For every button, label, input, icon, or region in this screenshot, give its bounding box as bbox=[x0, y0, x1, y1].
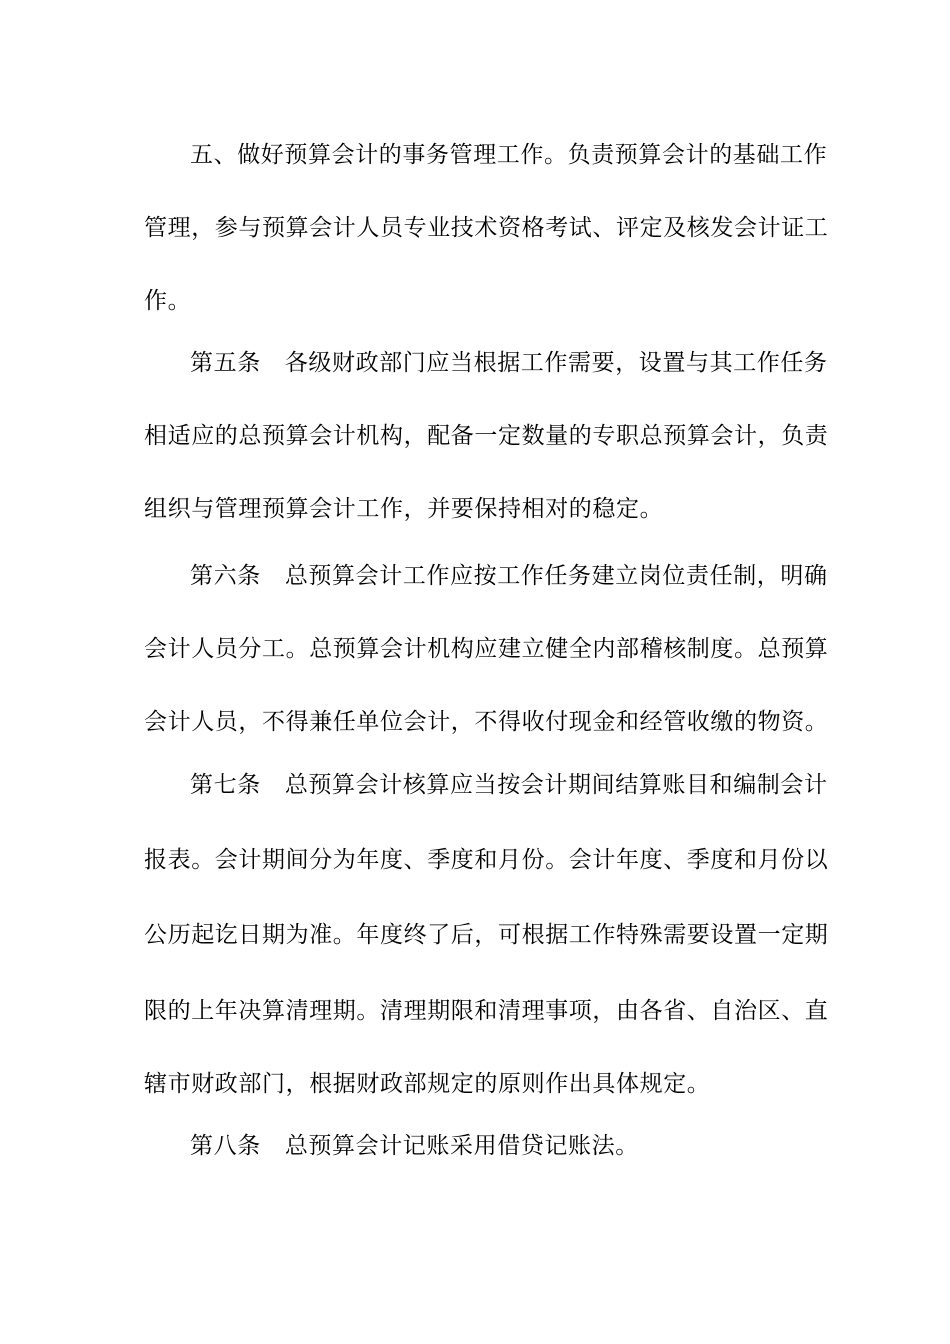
article-5-line-2 bbox=[144, 421, 829, 451]
article-7-line-1 bbox=[190, 770, 828, 800]
text: 总预算会计核算应当按会计期间结算账目和编制会计 bbox=[284, 772, 828, 798]
text: 总预算会计记账采用借贷记账法。 bbox=[284, 1133, 639, 1159]
text: 组织与管理预算会计工作，并要保持相对的稳定。 bbox=[144, 496, 664, 522]
paragraph-5-line-3 bbox=[144, 286, 808, 316]
article-6-line-1 bbox=[190, 561, 828, 591]
article-label: 第五条 bbox=[190, 350, 261, 376]
article-label: 第七条 bbox=[190, 772, 261, 798]
article-7-line-2 bbox=[144, 845, 829, 875]
article-label: 第六条 bbox=[190, 563, 261, 589]
paragraph-5-line-2 bbox=[144, 213, 829, 243]
text: 会计人员，不得兼任单位会计，不得收付现金和经管收缴的物资。 bbox=[144, 709, 829, 735]
article-6-line-2 bbox=[144, 634, 829, 664]
text: 总预算会计工作应按工作任务建立岗位责任制，明确 bbox=[284, 563, 828, 589]
article-label: 第八条 bbox=[190, 1133, 261, 1159]
article-6-line-3 bbox=[144, 707, 829, 737]
text: 五、做好预算会计的事务管理工作。负责预算会计的基础工作 bbox=[190, 142, 828, 168]
text: 公历起讫日期为准。年度终了后，可根据工作特殊需要设置一定期 bbox=[144, 922, 829, 948]
article-7-line-4 bbox=[144, 996, 829, 1026]
text: 报表。会计期间分为年度、季度和月份。会计年度、季度和月份以 bbox=[144, 847, 829, 873]
text: 辖市财政部门，根据财政部规定的原则作出具体规定。 bbox=[144, 1071, 711, 1097]
paragraph-5-line-1 bbox=[190, 140, 828, 170]
text: 会计人员分工。总预算会计机构应建立健全内部稽核制度。总预算 bbox=[144, 636, 829, 662]
article-7-line-5 bbox=[144, 1069, 808, 1099]
text: 限的上年决算清理期。清理期限和清理事项，由各省、自治区、直 bbox=[144, 998, 829, 1024]
text: 各级财政部门应当根据工作需要，设置与其工作任务 bbox=[284, 350, 828, 376]
article-5-line-1 bbox=[190, 348, 828, 378]
article-8-line-1 bbox=[190, 1131, 808, 1161]
text: 作。 bbox=[144, 288, 192, 314]
text: 相适应的总预算会计机构，配备一定数量的专职总预算会计，负责 bbox=[144, 423, 829, 449]
article-5-line-3 bbox=[144, 494, 808, 524]
text: 管理，参与预算会计人员专业技术资格考试、评定及核发会计证工 bbox=[144, 215, 829, 241]
article-7-line-3 bbox=[144, 920, 829, 950]
